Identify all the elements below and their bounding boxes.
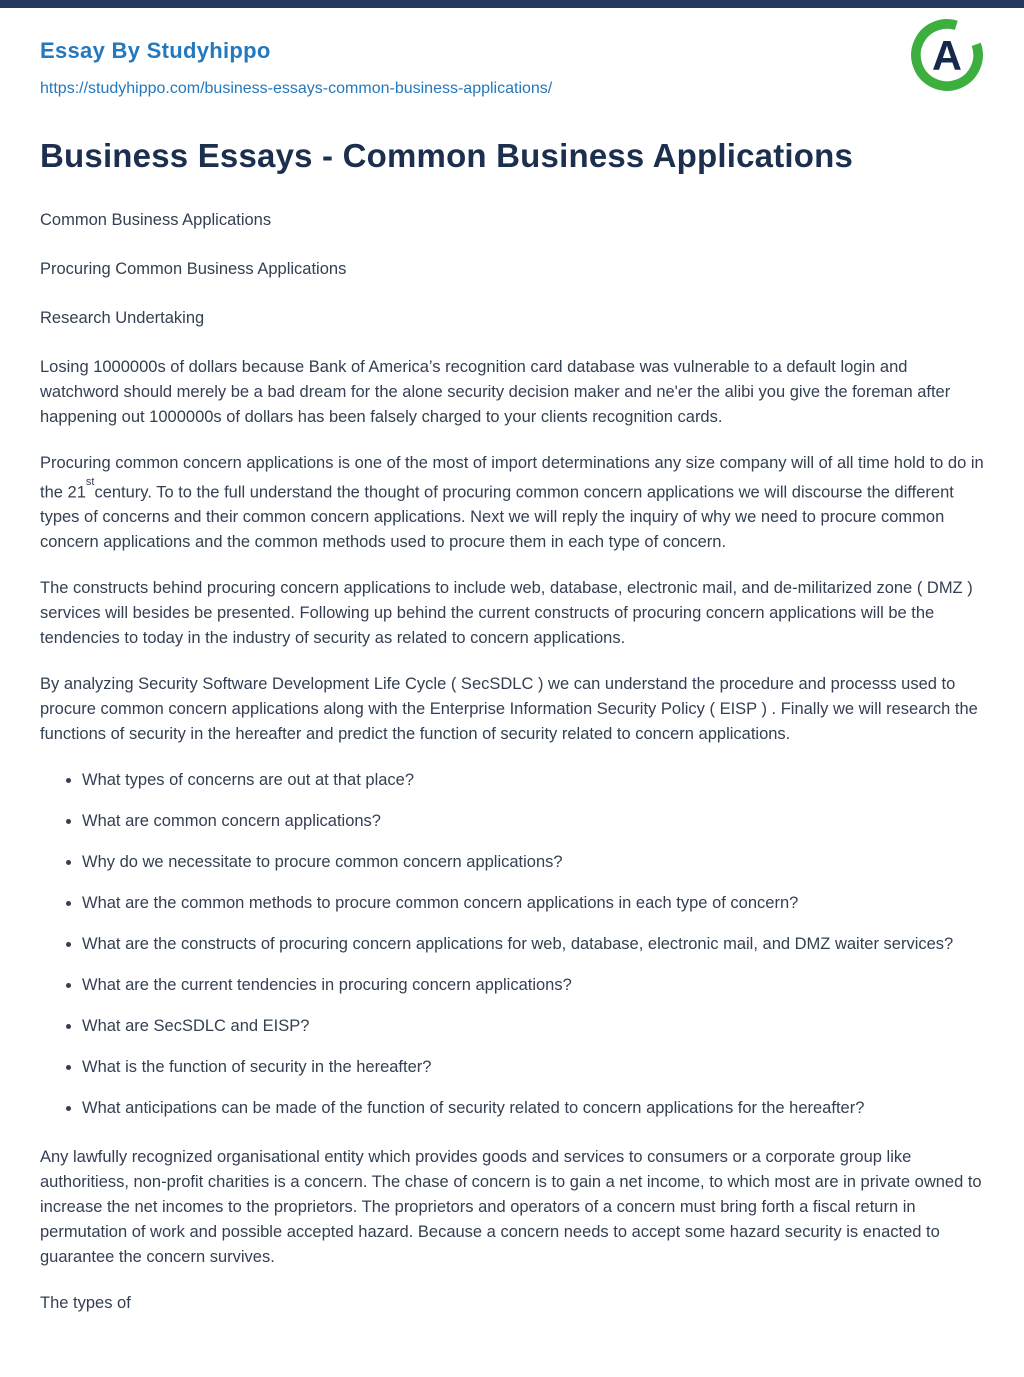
list-item: • What are the constructs of procuring concern applications for web, database, electronic mail, and DMZ waiter services? (82, 932, 984, 957)
intro-line-1: Common Business Applications (40, 210, 272, 229)
intro-line-2: Procuring Common Business Applications (40, 259, 347, 278)
list-item: • What are the current tendencies in procuring concern applications? (82, 973, 984, 998)
list-item: • What are the common methods to procure common concern applications in each type of concern? (82, 891, 984, 916)
source-url-text: https://studyhippo.com/business-essays-common-business-applications/ (40, 80, 553, 97)
paragraph-2-pre: Procuring common concern applications is one of the most of import determinations any size company will of all time hold to do in the 21 (40, 453, 984, 502)
list-item: • What types of concerns are out at that place? (82, 768, 984, 793)
question-list (66, 768, 984, 1121)
site-label: Essay By Studyhippo (40, 38, 271, 63)
list-item: • What is the function of security in the hereafter? (82, 1055, 984, 1080)
paragraph-3: The constructs behind procuring concern applications to include web, database, electronic mail, and de-militarized zone ( DMZ ) services will besides be presented. Following up behind the current constructs of procuring concern applications will be the tendencies to today in the industry of security as related to concern applications. (40, 579, 973, 648)
top-accent-bar (0, 0, 1024, 8)
list-item: • What anticipations can be made of the function of security related to concern applications for the hereafter? (82, 1096, 984, 1121)
paragraph-6: The types of (40, 1294, 131, 1313)
paragraph-2-post: century. To to the full understand the thought of procuring common concern applications we will discourse the different types of concerns and their common concern applications. Next we will reply the inquiry of why we need to procure common concern applications and the common methods used to procure them in each type of concern. (40, 483, 954, 552)
logo-a-icon (910, 18, 984, 92)
page-header (0, 8, 1024, 98)
essay-content (0, 198, 1024, 1377)
paragraph-4: By analyzing Security Software Development Life Cycle ( SecSDLC ) we can understand the procedure and processs used to procure common concern applications along with the Enterprise Information Security Policy ( EISP ) . Finally we will research the functions of security in the hereafter and predict the function of security related to concern applications. (40, 675, 978, 744)
paragraph-2-superscript: st (85, 475, 95, 488)
paragraph-1: Losing 1000000s of dollars because Bank of America’s recognition card database was vulnerable to a default login and watchword should merely be a bad dream for the alone security decision maker and ne'er the alibi you give the foreman after happening out 1000000s of dollars has been falsely charged to your clients recognition cards. (40, 357, 951, 426)
source-url-link[interactable] (40, 80, 552, 98)
paragraph-2 (40, 451, 984, 556)
list-item: • What are common concern applications? (82, 809, 984, 834)
intro-line-3: Research Undertaking (40, 308, 205, 327)
logo-letter: A (932, 31, 962, 79)
page-title: Business Essays - Common Business Applications (40, 137, 854, 174)
list-item: • What are SecSDLC and EISP? (82, 1014, 984, 1039)
studyhippo-logo (910, 18, 984, 92)
list-item: • Why do we necessitate to procure common concern applications? (82, 850, 984, 875)
paragraph-5: Any lawfully recognized organisational entity which provides goods and services to consumers or a corporate group like authoritiess, non-profit charities is a concern. The chase of concern is to gain a net income, to which most are in private owned to increase the net incomes to the proprietors. The proprietors and operators of a concern must bring forth a fiscal return in permutation of work and possible accepted hazard. Because a concern needs to accept some hazard security is enacted to guarantee the concern survives. (40, 1148, 982, 1267)
